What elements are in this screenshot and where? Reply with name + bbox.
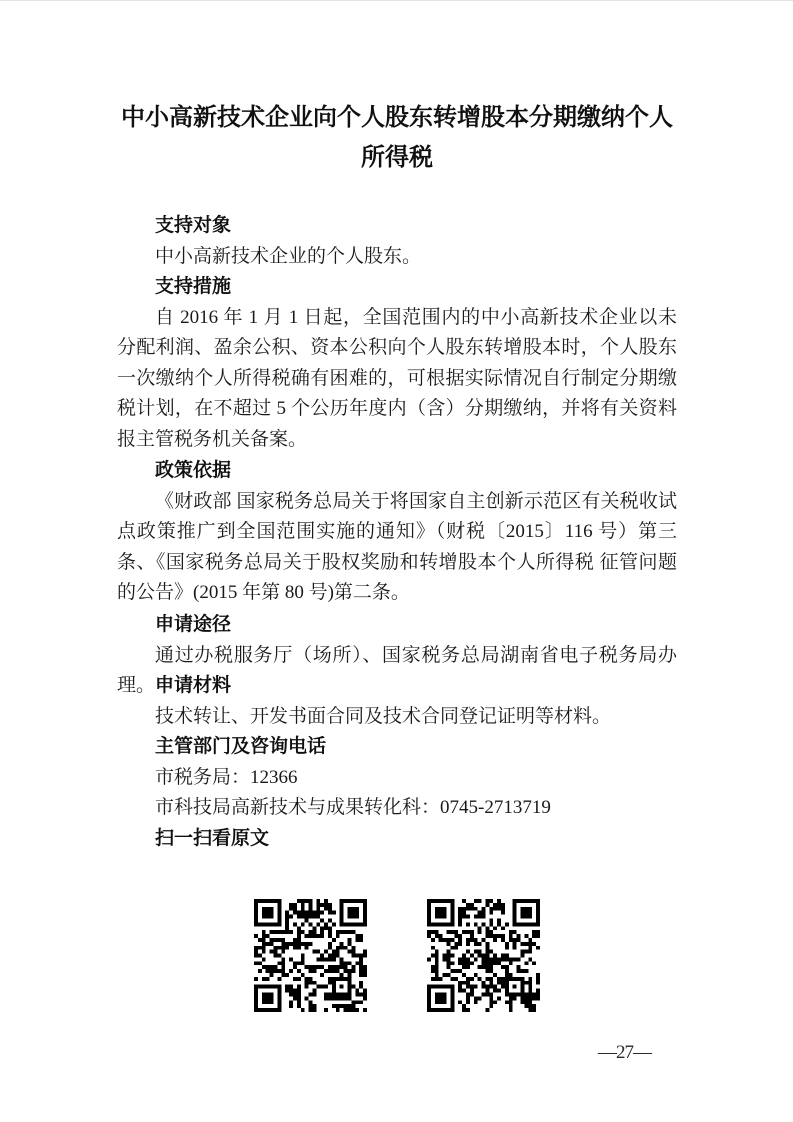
section-scan-original	[117, 824, 677, 855]
section-paragraph: 技术转让、开发书面合同及技术合同登记证明等材料。	[155, 705, 612, 727]
qr-code-row	[0, 899, 793, 1012]
section-paragraph: 《财政部 国家税务总局关于将国家自主创新示范区有关税收试点政策推广到全国范围实施的通知》（财税〔2015〕116 号）第三条、《国家税务总局关于股权奖励和转增股本个人所得税 征管问题的公告》(2015 年第 80 号)第二条。	[117, 490, 677, 604]
section-paragraph: 中小高新技术企业的个人股东。	[155, 245, 422, 267]
qr-code-right	[427, 899, 540, 1012]
section-application-materials	[117, 671, 677, 732]
contact-line-science-bureau: 市科技局高新技术与成果转化科：0745-2713719	[155, 797, 551, 819]
section-heading-policy-basis: 政策依据	[155, 460, 232, 481]
section-paragraph: 自 2016 年 1 月 1 日起，全国范围内的中小高新技术企业以未分配利润、盈余公积、资本公积向个人股东转增股本时，个人股东一次缴纳个人所得税确有困难的，可根据实际情况自行制定分期缴税计划，在不超过 5 个公历年度内（含）分期缴纳，并将有关资料报主管税务机关备案。	[117, 306, 677, 450]
document-title	[108, 98, 686, 178]
section-heading-scan-original: 扫一扫看原文	[155, 828, 270, 849]
section-heading-department-contacts: 主管部门及咨询电话	[155, 736, 327, 757]
section-heading-support-measures: 支持措施	[155, 276, 232, 297]
section-heading-support-target: 支持对象	[155, 215, 232, 236]
section-department-contacts	[117, 732, 677, 824]
section-heading-application-channel: 申请途径	[155, 614, 232, 635]
page-number: —27—	[598, 1042, 651, 1063]
section-paragraph: 通过办税服务厅（场所）、国家税务总局湖南省电子税务局办理。	[117, 644, 677, 697]
section-support-target	[117, 211, 677, 272]
document-title-line2: 所得税	[361, 145, 433, 171]
section-policy-basis	[117, 456, 677, 609]
qr-code-left	[254, 899, 367, 1012]
document-title-line1: 中小高新技术企业向个人股东转增股本分期缴纳个人	[121, 105, 673, 131]
section-support-measures	[117, 272, 677, 456]
contact-line-tax-bureau: 市税务局：12366	[155, 766, 298, 788]
section-heading-application-materials: 申请材料	[155, 675, 232, 696]
